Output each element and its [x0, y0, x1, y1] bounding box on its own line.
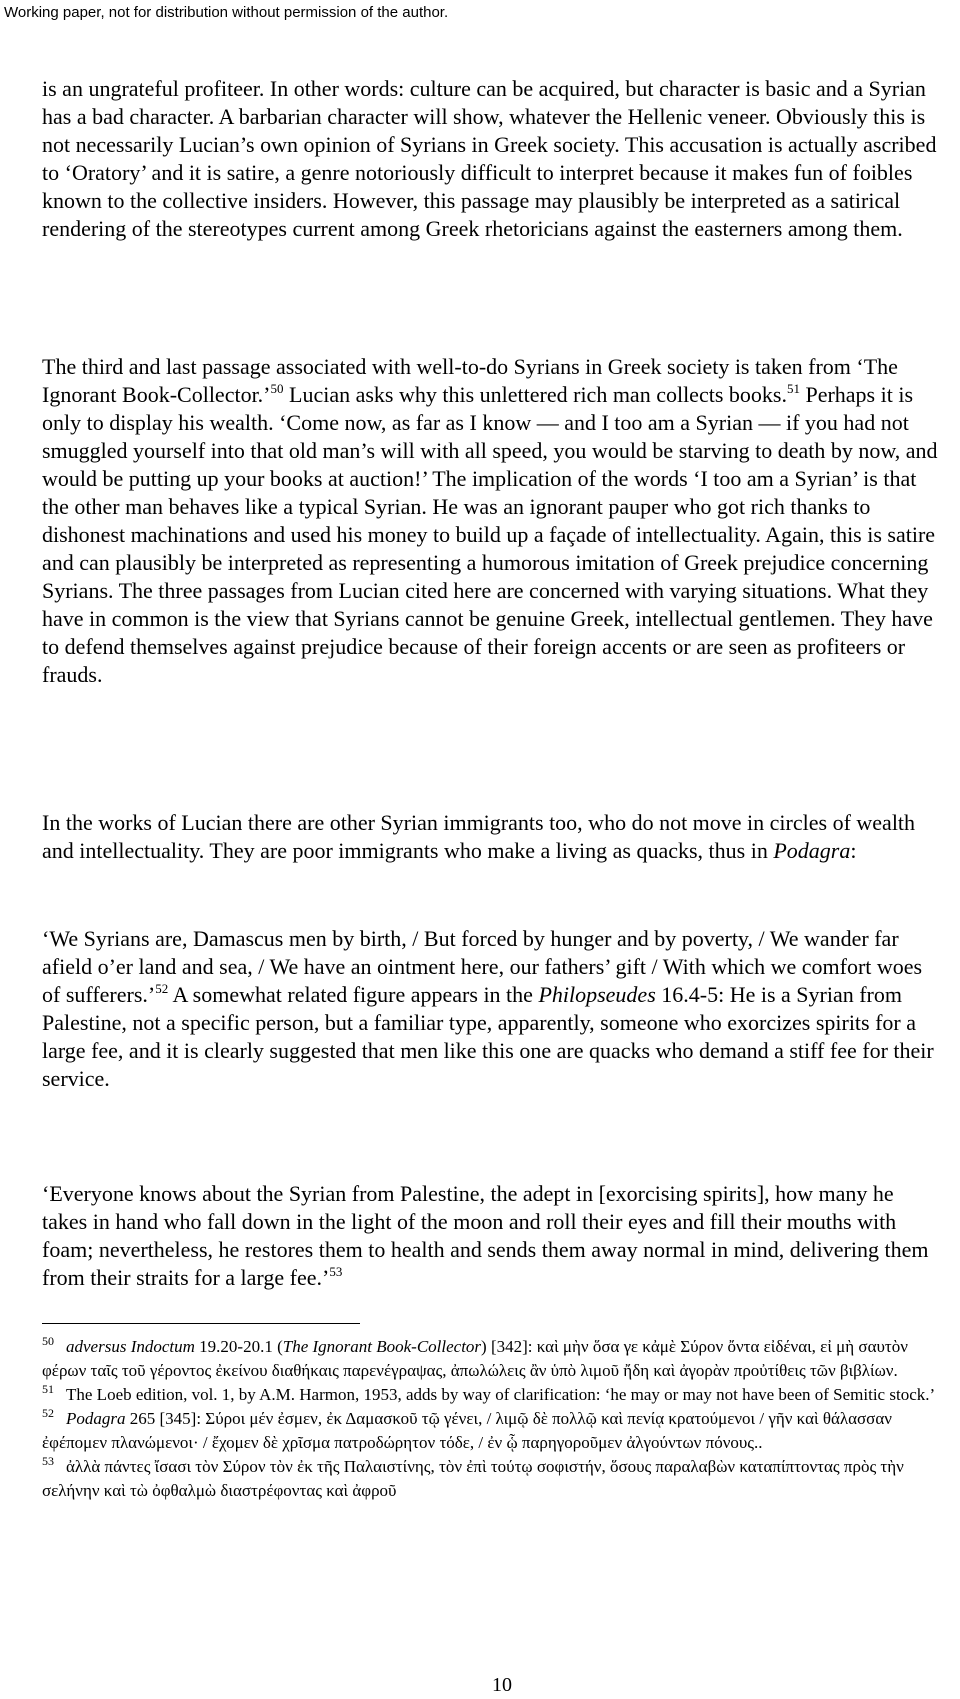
footnote-50-text-2: ) [342]: καὶ μὴν ὅσα γε κἀμὲ Σύρον ὄντα εἰδέναι, εἰ μὴ σαυτὸν φέρων ταῖς τοῦ γέροντος ἐκείνου διαθήκαις παρενέγραψας, ἀπωλώλεις ἂν ὑπὸ λιμοῦ ἤδη καὶ ἀγορὰν προὐτίθεις τῶν βιβλίων. — [42, 1337, 908, 1380]
paragraph-1-text: is an ungrateful profiteer. In other words: culture can be acquired, but character is basic and a Syrian has a bad character. A barbarian character will show, whatever the Hellenic veneer. Obviously this is not necessarily Lucian’s own opinion of Syrians in Greek society. This accusation is actually ascribed to ‘Oratory’ and it is satire, a genre notoriously difficult to interpret because it makes fun of foibles known to the collective insiders. However, this passage may plausibly be interpreted as a satirical rendering of the stereotypes current among Greek rhetoricians against the easterners among them. — [42, 76, 937, 241]
paragraph-2 — [42, 353, 938, 689]
footnote-51-number: 51 — [42, 1382, 54, 1396]
footnote-separator — [42, 1323, 360, 1324]
footnote-ref-52: 52 — [155, 981, 169, 996]
footnote-53-number: 53 — [42, 1454, 54, 1468]
podagra-title: Podagra — [773, 838, 851, 863]
paragraph-5-text: ‘Everyone knows about the Syrian from Palestine, the adept in [exorcising spirits], how many he takes in hand who fall down in the light of the moon and roll their eyes and fill their mouths with foam; nevertheless, he restores them to health and sends them away normal in mind, delivering them from their straits for a large fee.’ — [42, 1181, 929, 1290]
footnotes — [42, 1335, 938, 1503]
footnote-ref-50: 50 — [270, 381, 284, 396]
footnote-52-italic: Podagra — [66, 1409, 126, 1428]
footnote-50 — [42, 1335, 938, 1383]
page-number: 10 — [492, 1674, 512, 1696]
footnote-52 — [42, 1407, 938, 1455]
paragraph-3 — [42, 809, 938, 865]
page-header: Working paper, not for distribution without permission of the author. — [4, 4, 449, 21]
footnote-50-italic-1: adversus Indoctum — [66, 1337, 195, 1356]
footnote-51-text: The Loeb edition, vol. 1, by A.M. Harmon, 1953, adds by way of clarification: ‘he may or may not have been of Semitic stock.’ — [66, 1385, 936, 1404]
philopseudes-title: Philopseudes — [538, 982, 656, 1007]
paragraph-5 — [42, 1180, 938, 1292]
paragraph-4-text-b: A somewhat related figure appears in the — [168, 982, 539, 1007]
paragraph-1 — [42, 75, 938, 243]
footnote-50-number: 50 — [42, 1334, 54, 1348]
paragraph-4-text-c: 16.4-5: He is a Syrian from Palestine, not a specific person, but a familiar type, apparently, someone who exorcizes spirits for a large fee, and it is clearly suggested that men like this one are quacks who demand a stiff fee for their service. — [42, 982, 934, 1091]
paragraph-4-text-a: ‘We Syrians are, Damascus men by birth, / But forced by hunger and by poverty, / We wander far afield o’er land and sea, / We have an ointment here, our fathers’ gift / With which we comfort woes of sufferers.’ — [42, 926, 923, 1007]
paragraph-2-text-a: The third and last passage associated with well-to-do Syrians in Greek society is taken from ‘The Ignorant Book-Collector.’ — [42, 354, 898, 407]
paragraph-3-text-b: : — [850, 838, 857, 863]
paragraph-3-text-a: In the works of Lucian there are other Syrian immigrants too, who do not move in circles of wealth and intellectuality. They are poor immigrants who make a living as quacks, thus in — [42, 810, 916, 863]
footnote-51 — [42, 1383, 938, 1407]
paragraph-4 — [42, 925, 938, 1093]
footnote-53-text: ἀλλὰ πάντες ἴσασι τὸν Σύρον τὸν ἐκ τῆς Παλαιστίνης, τὸν ἐπὶ τούτῳ σοφιστήν, ὅσους παραλαβὼν καταπίπτοντας πρὸς τὴν σελήνην καὶ τὼ ὀφθαλμὼ διαστρέφοντας καὶ ἀφροῦ — [42, 1457, 904, 1500]
footnote-52-number: 52 — [42, 1406, 54, 1420]
footnote-50-text-1: 19.20-20.1 ( — [194, 1337, 283, 1356]
footnote-52-text: 265 [345]: Σύροι μέν ἐσμεν, ἐκ Δαμασκοῦ τῷ γένει, / λιμῷ δὲ πολλῷ καὶ πενίᾳ κρατούμενοι / γῆν καὶ θάλασσαν ἐφέπομεν πλανώμενοι· / ἔχομεν δὲ χρῖσμα πατροδώρητον τόδε, / ἐν ᾧ παρηγοροῦμεν ἀλγούντων πόνους.. — [42, 1409, 892, 1452]
footnote-50-italic-2: The Ignorant Book-Collector — [282, 1337, 482, 1356]
paragraph-2-text-b: Lucian asks why this unlettered rich man collects books. — [283, 382, 787, 407]
footnote-ref-53: 53 — [329, 1264, 343, 1279]
paragraph-2-text-c: Perhaps it is only to display his wealth. ‘Come now, as far as I know — and I too am a Syrian — if you had not smuggled yourself into that old man’s will with all speed, you would be starving to death by now, and would be putting up your books at auction!’ The implication of the words ‘I too am a Syrian’ is that the other man behaves like a typical Syrian. He was an ignorant pauper who got rich thanks to dishonest machinations and used his money to build up a façade of intellectuality. Again, this is satire and can plausibly be interpreted as representing a humorous imitation of Greek prejudice concerning Syrians. The three passages from Lucian cited here are concerned with varying situations. What they have in common is the view that Syrians cannot be genuine Greek, intellectual gentlemen. They have to defend themselves against prejudice because of their foreign accents or are seen as profiteers or frauds. — [42, 382, 938, 687]
footnote-53 — [42, 1455, 938, 1503]
footnote-ref-51: 51 — [786, 381, 800, 396]
